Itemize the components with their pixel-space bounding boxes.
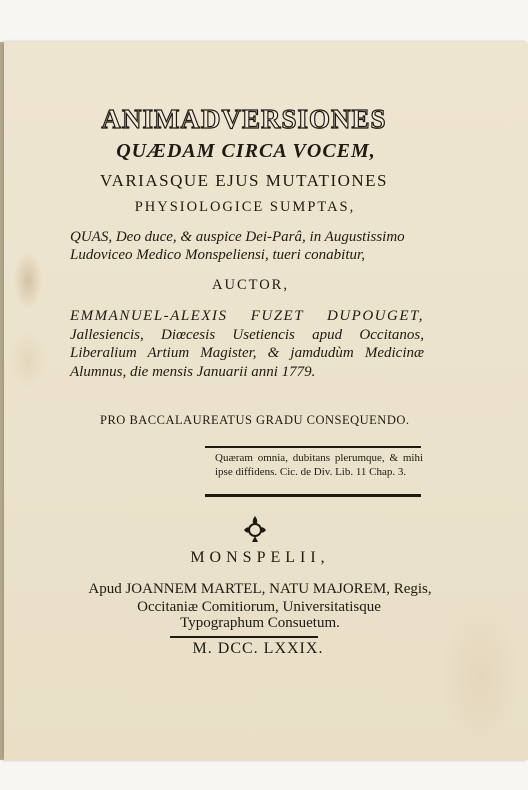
auctor-label: AUCTOR,	[212, 277, 289, 293]
book-title: ANIMADVERSIONES	[101, 104, 387, 134]
author-block	[70, 307, 424, 381]
rule-top	[205, 446, 421, 448]
imprint-city: MONSPELII,	[190, 549, 330, 566]
foxing-stain	[440, 600, 520, 750]
imprint-line-2: Occitaniæ Comitiorum, Universitatisque	[137, 599, 381, 615]
dedication-text: QUAS, Deo duce, & auspice Dei-Parâ, in Augustissimo Ludoviceo Medico Monspeliensi, tueri conabitur,	[70, 229, 405, 263]
author-name: EMMANUEL-ALEXIS FUZET DUPOUGET,	[70, 308, 424, 324]
author-details: Jallesiencis, Diœcesis Usetiencis apud Occitanos, Liberalium Artium Magister, & jamdudùm Medicinæ Alumnus, die mensis Januarii anni 1779.	[70, 326, 424, 380]
rule-bottom	[205, 494, 421, 497]
subtitle-line-3: PHYSIOLOGICE SUMPTAS,	[134, 199, 356, 215]
rule-year	[170, 636, 318, 638]
degree-line: PRO BACCALAUREATUS GRADU CONSEQUENDO.	[100, 413, 410, 427]
imprint-line-3: Typographum Consuetum.	[180, 615, 340, 631]
fleuron-ornament-icon	[240, 514, 270, 544]
subtitle-line-1: QUÆDAM CIRCA VOCEM,	[116, 140, 376, 162]
subtitle-line-2: VARIASQUE EJUS MUTATIONES	[99, 171, 388, 190]
publication-year: M. DCC. LXXIX.	[192, 640, 324, 657]
foxing-stain	[14, 252, 42, 310]
epigraph-quote: Quæram omnia, dubitans plerumque, & mihi ipse diffidens. Cic. de Div. Lib. 11 Chap. 3.	[215, 452, 423, 478]
foxing-stain	[8, 330, 48, 390]
imprint-printer: Apud JOANNEM MARTEL, NATU MAJOREM, Regis,	[88, 581, 432, 597]
